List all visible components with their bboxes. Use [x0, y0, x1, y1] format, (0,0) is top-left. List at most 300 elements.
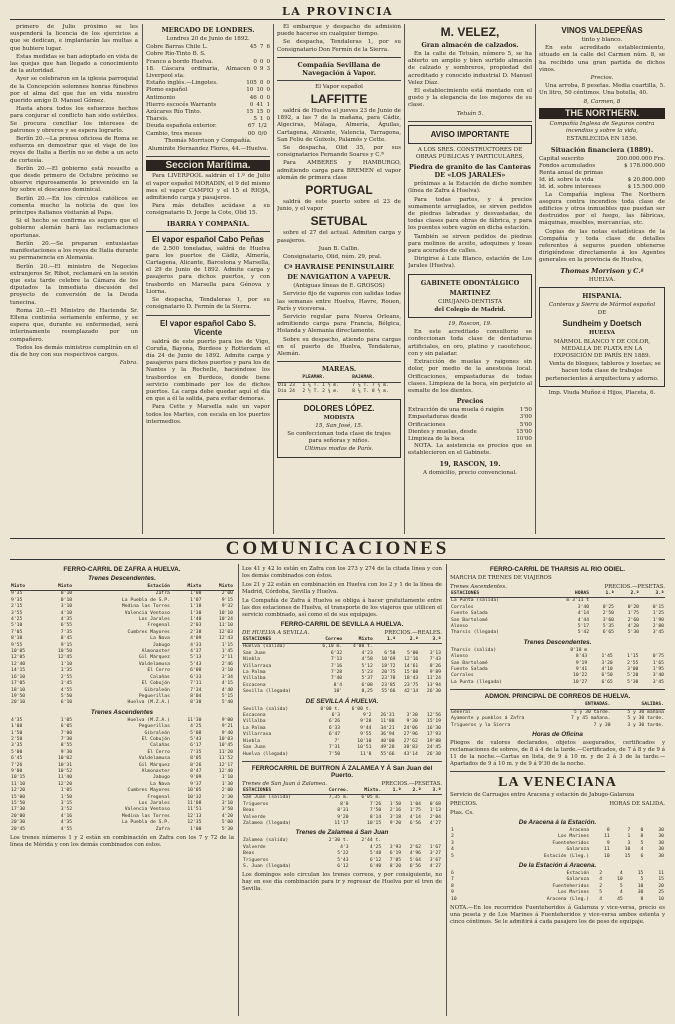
shipping-paragraph: Se despacha, Tendaleras 1, por su Consignatario Don Fermín de la Sierra.	[277, 39, 401, 53]
veneciana-b-cell: 9	[451, 890, 454, 896]
veneciana-b-cell: 4	[599, 896, 603, 902]
sevilla-cell: 4'58	[361, 657, 373, 663]
advert-title: VINOS VALDEPEÑAS	[561, 26, 643, 35]
post-cell: Trigueros y la Sierra	[451, 722, 511, 728]
price-values	[517, 422, 532, 429]
zafra-cell: 2'55	[60, 674, 73, 680]
zafra-asc-cell: 5'00	[221, 820, 233, 826]
buitron-cell: 8'14	[369, 814, 382, 820]
zafra-cell: 4'25	[11, 617, 23, 623]
veneciana-hours: HORAS DE SALIDA.	[609, 800, 665, 807]
sevilla-return-cell: 7'31	[328, 745, 341, 751]
shipping-paragraph: Se despacha, Olid 35, por sus consignatarios Fernando Soares y C.ª	[277, 145, 401, 159]
price-label: Empastaduras desde	[408, 414, 468, 421]
zafra-asc-cell: Calañas	[150, 743, 170, 749]
zafra-cell: 3'55	[11, 610, 23, 616]
company-subtitle: (Antiguas líneas de E. GROSOS)	[293, 283, 385, 290]
sevilla-cell: 4'23	[361, 650, 373, 656]
tharsis-header: ESTACIONES	[450, 591, 544, 598]
veneciana-a-cell: Galaroza	[566, 847, 590, 853]
sevilla-cell: 13'94	[426, 682, 441, 688]
zafra-asc-cell: 7'00	[60, 730, 73, 736]
ship-title: El vapor español Cabo S. Vicente	[159, 318, 257, 337]
timetable-subtitle: Trenes Descendentes.	[88, 575, 156, 582]
tharsis-cell: Tharsis (llegada)	[451, 630, 499, 636]
price-label: Extracción de una muela ó raigón	[408, 407, 504, 414]
timetable-note: La Compañía de Zafra á Huelva se obliga á hacer gratuitamente entre las dos estaciones de Huelva, el transporte de los viajeros que utilicen el servicio combinado, así como el de sus equipajes.	[242, 598, 442, 618]
market-value: 0	[253, 58, 257, 65]
tharsis-cell: Corrales	[451, 604, 474, 610]
market-value: 10	[256, 87, 264, 94]
zafra-cell: 4'35	[60, 617, 73, 623]
company-name: Compañía Sevillana de Navegación á Vapor.	[297, 60, 381, 77]
ship-name: LAFFITTE	[310, 92, 368, 107]
market-values	[250, 116, 270, 123]
market-signature: Thomás Morrison y Compañía.	[164, 137, 252, 144]
divider	[277, 57, 401, 58]
sevilla-cell: 7'13	[330, 657, 343, 663]
sevilla-return-cell: 19'88	[426, 738, 441, 744]
veneciana-a-cell: Los Marines	[558, 834, 590, 840]
advert-subtitle: Precios.	[590, 75, 614, 82]
tharsis-cell: La Punta (salida)	[451, 598, 499, 604]
tharsis-desc-cell: Alonso	[451, 654, 468, 660]
buitron-cell: 4'27	[429, 820, 441, 826]
tharsis-cell: 1'75	[627, 611, 639, 617]
sevilla-cell: 6'58	[384, 650, 396, 656]
market-value: 7	[259, 44, 264, 51]
buitron-cell: 9'20	[389, 820, 402, 826]
zafra-asc-cell: 1'05	[60, 717, 73, 723]
divider	[277, 361, 401, 362]
market-row	[146, 123, 270, 130]
divider	[408, 121, 532, 122]
tharsis-cell: 3'60	[602, 617, 615, 623]
sevilla-return-cell: 11'8	[360, 751, 372, 757]
zafra-asc-cell: 1'50	[60, 794, 73, 800]
market-values	[243, 87, 270, 94]
financial-row	[539, 163, 665, 170]
sevilla-return-cell: 7'50	[328, 751, 341, 757]
buitron-cell: 6'56	[409, 820, 422, 826]
advert-text: NOTA. La asistencia es precios que se establecieron en el Gabinete.	[408, 443, 532, 457]
tharsis-desc-cell: 1'95	[652, 667, 664, 673]
buitron-return-table	[242, 838, 442, 870]
veneciana-a-cell: 8	[640, 834, 644, 840]
market-value: 45	[249, 44, 257, 51]
sevilla-return-cell: 7'	[334, 738, 341, 744]
zafra-asc-cell: Cumbres Mayores	[127, 788, 170, 794]
advert-text: En este acreditado consultorio se confeccionan toda clase de dentaduras artificiales, en oro, platino y caoutchouc, con y sin paladar.	[408, 329, 532, 357]
price-row	[408, 436, 532, 443]
market-values	[250, 59, 270, 66]
ship-header: El Vapor español	[315, 83, 363, 90]
zafra-cell: 5'43	[190, 661, 202, 667]
zafra-asc-cell: 2'30	[221, 794, 233, 800]
advert-title: AVISO IMPORTANTE	[430, 129, 510, 139]
sevilla-cell: 15'08	[404, 670, 419, 676]
buitron-cell: 4'14	[409, 814, 422, 820]
sevilla-return-cell: 43'14	[403, 751, 418, 757]
news-paragraph: Roma 20.—El Ministro de Hacienda Sr. Ellena continúa seriamente enfermo, y se espera que, durante su enfermedad, será interinamente reemplazado por un compañero.	[10, 307, 138, 343]
tharsis-cell: 2'60	[627, 617, 639, 623]
timetable-subtitle: Trenes Ascendentes.	[450, 584, 507, 590]
zafra-cell: 2'46	[221, 661, 233, 667]
zafra-cell: 7'05	[11, 629, 23, 635]
timetable-subtitle: Trenes de San Juan á Zalamea.	[242, 780, 328, 787]
sevilla-return-cell: 55'66	[380, 751, 395, 757]
sevilla-header: Mixto	[343, 637, 374, 644]
veneciana-b-cell: 11	[658, 870, 664, 876]
veneciana-b-cell: 2	[599, 870, 603, 876]
buitron-cell: 9'20	[337, 814, 349, 820]
sevilla-railway-timetable	[242, 564, 442, 1016]
veneciana-b-cell: 4	[619, 870, 623, 876]
market-value: 15	[256, 109, 264, 116]
news-paragraph: Ayer se celebraron en la iglesia parroquial de la Concepción solemnes honras fúnebres por el alma del que fue en vida nuestro querido amigo D. Manuel Gómez.	[10, 76, 138, 105]
buitron-cell: 10'15	[367, 820, 382, 826]
zafra-cell: 7'11	[190, 681, 202, 687]
tharsis-timetable	[450, 564, 665, 1016]
zafra-cell: 1'45	[221, 649, 233, 655]
maritime-section-banner: Seccion Marítima.	[146, 160, 270, 171]
tharsis-header: 3.ª	[640, 591, 665, 598]
divider	[146, 231, 270, 232]
market-value: 0	[266, 116, 270, 123]
zafra-asc-cell: 17'30	[11, 807, 26, 813]
tharsis-desc-cell: Corrales	[451, 673, 474, 679]
buitron-return-cell: S. Juan (llegada)	[243, 863, 291, 869]
sevilla-header: 1.ª	[374, 637, 397, 644]
sevilla-cell: 5'00	[406, 650, 419, 656]
market-value: 0	[266, 87, 270, 94]
tides-title: MAREAS.	[321, 365, 357, 374]
zafra-cell: 2'00	[221, 591, 233, 597]
column-divider	[273, 24, 274, 534]
zafra-asc-cell: 12'20	[11, 788, 26, 794]
post-cell: 5 y 30 tarde.	[627, 716, 664, 722]
financial-label: Renta anual de primas	[539, 170, 604, 177]
sevilla-return-cell: Huelva (llegada)	[243, 751, 289, 757]
buitron-return-cell: 5'48	[369, 851, 382, 857]
timetable-subtitle: Trenes Descendentes.	[523, 638, 592, 646]
ship-signature: Para Cette y Marsella sale un vapor todos los Martes, con escala en los puertos intermedios.	[146, 404, 270, 425]
veneciana-a-cell: 10	[624, 847, 631, 853]
zafra-cell: 16'10	[11, 674, 26, 680]
tharsis-desc-cell: Fuente Salada	[451, 667, 488, 673]
column-divider	[404, 24, 405, 534]
market-value: 1/2	[257, 123, 267, 130]
zafra-asc-cell: La Puebla de S.P.	[121, 820, 170, 826]
market-row	[146, 109, 270, 116]
tharsis-desc-cell: La Punta (llegada)	[451, 679, 502, 685]
veneciana-b-cell: 4	[599, 877, 603, 883]
tharsis-cell: 1'25	[652, 611, 664, 617]
zafra-cell: Valencia Ventoso	[124, 610, 170, 616]
advert-subtitle: CIRUJANO-DENTISTA	[438, 298, 502, 305]
tharsis-desc-cell: 8'18 m	[570, 647, 588, 653]
zafra-asc-cell: 4'35	[60, 820, 73, 826]
zafra-cell: 8'30	[190, 700, 202, 706]
veneciana-a-cell: 30	[658, 827, 664, 833]
zafra-asc-cell: 10'15	[11, 775, 26, 781]
advert-text: Extracción de muelas y raigones sin dolor, por medio de la anestesia local. Orificaciones, empastaduras de todas clases. Limpieza de la boca, sin perjuicio al esmalte de los dientes.	[408, 359, 532, 394]
zafra-asc-cell: 15'50	[11, 801, 26, 806]
post-cell: 7 y 45 mañana.	[571, 716, 611, 722]
tharsis-cell: San Bartolomé	[451, 617, 488, 623]
sevilla-return-cell: San Juan	[243, 745, 266, 751]
market-row	[146, 66, 270, 80]
buitron-return-cell: 6'56	[409, 863, 422, 869]
zafra-cell: 19'50	[11, 693, 26, 699]
timetable-note: Los 21 y 22 están en combinación en Huelva con los 2 y 1 de la línea de Madrid, Córdoba, Sevilla y Huelva.	[242, 582, 442, 595]
financial-label: Fondos acumulados	[539, 162, 596, 169]
sevilla-cell: 8'4	[333, 682, 343, 688]
tharsis-desc-cell: 1'15	[627, 654, 639, 660]
zafra-asc-cell: Valdelamusa	[138, 756, 170, 762]
market-value: 0	[266, 109, 270, 116]
zafra-asc-cell: 4'25	[190, 724, 202, 730]
post-office-table	[450, 702, 665, 729]
news-paragraph: Todos los demás ministros cumplirán en el día de hoy con sus respectivos cargos.	[10, 344, 138, 358]
veneciana-a-cell: 30	[658, 853, 664, 859]
zafra-asc-cell: 2'50	[11, 736, 23, 742]
sevilla-cell: 7'43	[429, 657, 441, 663]
market-values	[243, 80, 270, 87]
zafra-cell: 8'10	[11, 636, 23, 642]
buitron-return-cell: 3'93	[389, 844, 402, 850]
veneciana-a-cell: 11	[604, 847, 610, 853]
advert-text: próximas a la Estación de dicho nombre (línea de Zafra á Huelva).	[408, 181, 532, 195]
sevilla-return-cell: 9'28	[360, 719, 372, 725]
sevilla-return-cell: 27'96	[403, 732, 418, 738]
market-value: 0	[259, 94, 264, 101]
zafra-asc-cell: Huelva (M.Z.A.)	[127, 717, 170, 723]
zafra-cell: 7'35	[60, 629, 73, 635]
zafra-asc-cell: 3'50	[221, 807, 233, 813]
ship-text: de 2.500 toneladas, saldrá de Huelva para los puertos de Cádiz, Almería, Cartagena, Alicante, Barcelona y Marsella, el 29 de Junio de 1892. Admite carga y pasajeros para dichos puertos, y con trasbordo en Marsella para Génova y Liorna.	[146, 245, 270, 295]
zafra-cell: 4'10	[60, 610, 73, 616]
financial-row	[539, 184, 665, 191]
column-news	[10, 24, 138, 534]
advert-text: También se sirven pedidos de piedras para molinos de aceite, adoquines y losas para acerados de calles.	[408, 233, 532, 255]
zafra-cell: Huelva (M.Z.A.)	[127, 700, 170, 706]
market-value: 0	[249, 101, 254, 108]
veneciana-a-cell: Fuenteheridos	[552, 840, 590, 846]
sevilla-return-cell: Villarrasa	[243, 732, 272, 738]
veneciana-b-cell: Aracena (Lleg.)	[546, 896, 590, 902]
financial-values	[613, 156, 665, 163]
sevilla-cell: 6,10 m.	[322, 644, 343, 650]
timetable-note: Los 41 y 42 lo están en Zafra con los 273 y 274 de la citada línea y con los demás combinados con éstos.	[242, 566, 442, 579]
market-value: 41	[256, 101, 264, 108]
advert-text: En este acreditado establecimiento, situado en la calle del Carmen núm. 8, se ha recibido una gran partida de dichos vinos.	[539, 45, 665, 73]
sevilla-cell: 3'13	[429, 650, 441, 656]
buitron-return-cell: 6'19	[389, 851, 402, 857]
price-values	[517, 407, 532, 414]
zafra-asc-cell: Medina las Torres	[121, 813, 170, 819]
sevilla-return-cell: 38'83	[403, 745, 418, 751]
zafra-asc-cell: 8'47	[190, 768, 202, 774]
tides-cell: 7 ¼ T. 7 ¾ m.	[352, 382, 389, 388]
price-row	[408, 429, 532, 436]
zafra-asc-cell: 9'00	[11, 768, 23, 774]
buitron-return-cell: 1'67	[429, 844, 441, 850]
tharsis-desc-cell: 10'22	[573, 673, 588, 679]
zafra-cell: Almonaster	[141, 649, 170, 655]
dentist-box	[408, 274, 532, 318]
advert-address: 8, Carmen, 8	[583, 98, 621, 105]
sevilla-return-cell: 10'10	[357, 738, 372, 744]
sevilla-cell: La Palma	[243, 670, 266, 676]
market-row	[146, 87, 270, 94]
tharsis-cell	[640, 598, 665, 605]
buitron-cell: 2'16	[389, 808, 402, 814]
zafra-cell: 8'45	[60, 636, 73, 642]
zafra-cell: Gibraleón	[144, 687, 170, 693]
market-extra: Aluminite Hernandez Flores, 44.—Huelva.	[147, 146, 269, 153]
price-value: 5'00	[519, 421, 532, 428]
zafra-asc-cell: 9'00	[221, 717, 233, 723]
zafra-asc-cell: 20'00	[11, 813, 26, 819]
zafra-asc-table	[10, 718, 234, 833]
veneciana-a-cell: 8	[606, 827, 610, 833]
hispania-box	[539, 287, 665, 387]
zafra-cell: 17'05	[11, 681, 26, 687]
news-signature: Fabra.	[119, 360, 138, 367]
zafra-asc-cell: 20'30	[11, 820, 26, 826]
zafra-asc-cell: 10'31	[57, 762, 73, 768]
sevilla-cell: 18'43	[404, 676, 419, 682]
tharsis-cell: 4'20	[627, 624, 639, 630]
market-row	[146, 95, 270, 102]
sevilla-return-cell: 12'56	[426, 713, 441, 719]
market-label: Hierro escocés Warrants	[146, 101, 217, 108]
zafra-asc-cell: 5'30	[221, 826, 233, 832]
buitron-return-cell: 2'44 t.	[361, 838, 382, 844]
news-paragraph: Estas medidas se han adoptado en vista de las quejas que han llegado a conocimiento de la autoridad.	[10, 53, 138, 75]
shipping-paragraph: saldrá de Huelva el jueves 23 de Junio de 1892, a las 7 de la mañana, para Cádiz, Algeciras, Málaga, Almería, Águilas, Cartagena, Alicante, Valencia, Tarragona, San Feliu de Guixols, Palamós y Cette.	[277, 108, 401, 143]
zafra-asc-cell: 3'15	[60, 801, 73, 806]
column-adverts	[408, 24, 532, 534]
zafra-cell: 1'35	[60, 668, 73, 674]
market-row	[146, 51, 270, 58]
post-row	[450, 723, 665, 729]
veneciana-a-cell: 7	[627, 827, 631, 833]
veneciana-a-cell: 1	[627, 834, 631, 840]
tharsis-desc-table	[450, 648, 665, 686]
shipping-paragraph: sobre el 27 del actual. Admiten carga y pasajeros.	[277, 230, 401, 244]
buitron-header: Mixto.	[350, 788, 383, 795]
sevilla-header: Correo	[312, 637, 343, 644]
sevilla-cell: 5'37	[361, 676, 373, 682]
sevilla-cell: 11'24	[426, 676, 441, 682]
buitron-return-cell: 3'67	[429, 857, 441, 863]
sevilla-return-cell: Escacena	[243, 713, 266, 719]
veneciana-b-cell: 45	[617, 896, 623, 902]
shipping-paragraph: Juan B. Callin.	[318, 245, 360, 252]
market-value: 1	[259, 116, 264, 123]
timetable-subtitle: Trenes Ascendentes	[90, 708, 154, 716]
veneciana-a-cell: 5	[451, 853, 454, 859]
market-values	[243, 109, 270, 116]
news-paragraph: Berlín 20.—Se preparan entusiastas manifestaciones a los reyes de Italia durante su permanencia en Alemania.	[10, 240, 138, 262]
financial-value: $ 15.500.000	[627, 184, 665, 191]
column-adverts-2	[539, 24, 665, 534]
market-label: Tharsis.	[146, 116, 169, 123]
veneciana-a-cell: 4	[640, 847, 644, 853]
buitron-cell: 2'04	[429, 814, 441, 820]
financial-row	[539, 156, 665, 163]
sevilla-cell: 9'89	[429, 670, 441, 676]
timetable-subtitle: DE SEVILLA Á HUELVA.	[305, 697, 379, 705]
tharsis-desc-cell: 9'19	[575, 660, 588, 666]
zafra-cell: 3'10	[221, 668, 233, 674]
sevilla-return-cell: 6'26	[328, 719, 341, 725]
post-office-title: ADMON. PRINCIPAL DE CORREOS DE HUELVA.	[484, 693, 631, 701]
zafra-asc-cell: 1'05	[60, 788, 73, 794]
column-divider	[446, 564, 447, 1016]
buitron-cell: 1'04	[409, 801, 422, 807]
price-label: Orificaciones	[408, 421, 446, 428]
zafra-asc-cell: 8'26	[190, 762, 202, 768]
buitron-cell: 7,35 m.	[328, 795, 349, 801]
buitron-cell: Valverde	[243, 814, 266, 820]
sevilla-return-cell: 36'94	[380, 732, 395, 738]
market-values	[247, 44, 270, 51]
zafra-asc-cell: 12'13	[187, 813, 202, 819]
sevilla-return-cell: 10'51	[357, 745, 372, 751]
zafra-cell: 14'15	[11, 668, 26, 674]
buitron-return-cell: 6'40	[369, 863, 382, 869]
advert-text: En la calle de Tetuán, número 5, se ha abierto un amplio y bien surtido almacén de calzado y sombreros, propiedad del acreditado y conocido industrial D. Manuel Velez Díaz.	[408, 51, 532, 86]
tharsis-cell: 3'40	[577, 604, 590, 610]
sevilla-header: 3.ª	[419, 637, 442, 644]
zafra-asc-cell: 8'55	[60, 743, 73, 749]
tharsis-desc-cell: 6'50	[601, 673, 613, 679]
advert-name: Sundheim y Doetsch	[562, 319, 642, 329]
zafra-cell: Peguerillas	[138, 693, 170, 699]
zafra-asc-cell: 4'35	[11, 717, 23, 723]
financial-values	[662, 170, 665, 177]
zafra-asc-cell: 11'52	[218, 756, 233, 762]
zafra-cell: 4'09	[190, 636, 202, 642]
veneciana-a-cell: 3	[451, 840, 454, 846]
zafra-cell: 18'10	[11, 687, 26, 693]
market-value: 105	[246, 80, 257, 87]
zafra-cell: 1'18	[190, 604, 202, 610]
section-title: COMUNICACIONES	[225, 538, 450, 559]
advert-address: 19, Rascon, 19.	[448, 321, 492, 328]
post-cell: General	[451, 709, 471, 715]
veneciana-b-cell: 4	[619, 890, 623, 896]
sevilla-cell: 6'32	[330, 650, 343, 656]
sevilla-row	[242, 689, 442, 695]
advert-text: A domicilio, precio convencional.	[423, 469, 517, 476]
zafra-asc-cell: 8'05	[190, 756, 202, 762]
market-values	[247, 95, 270, 102]
buitron-return-cell: 4'25	[369, 844, 382, 850]
zafra-asc-cell: Jabugo	[152, 775, 170, 781]
veneciana-b-cell: 5	[619, 883, 623, 889]
veneciana-b-cell: Estación	[566, 870, 590, 876]
zafra-cell: 2'11	[221, 655, 233, 661]
zafra-cell: 4'37	[190, 649, 202, 655]
sevilla-return-table	[242, 707, 442, 758]
column-divider	[535, 24, 536, 534]
market-value: 0	[253, 65, 257, 72]
buitron-cell: 8'31	[337, 808, 349, 814]
